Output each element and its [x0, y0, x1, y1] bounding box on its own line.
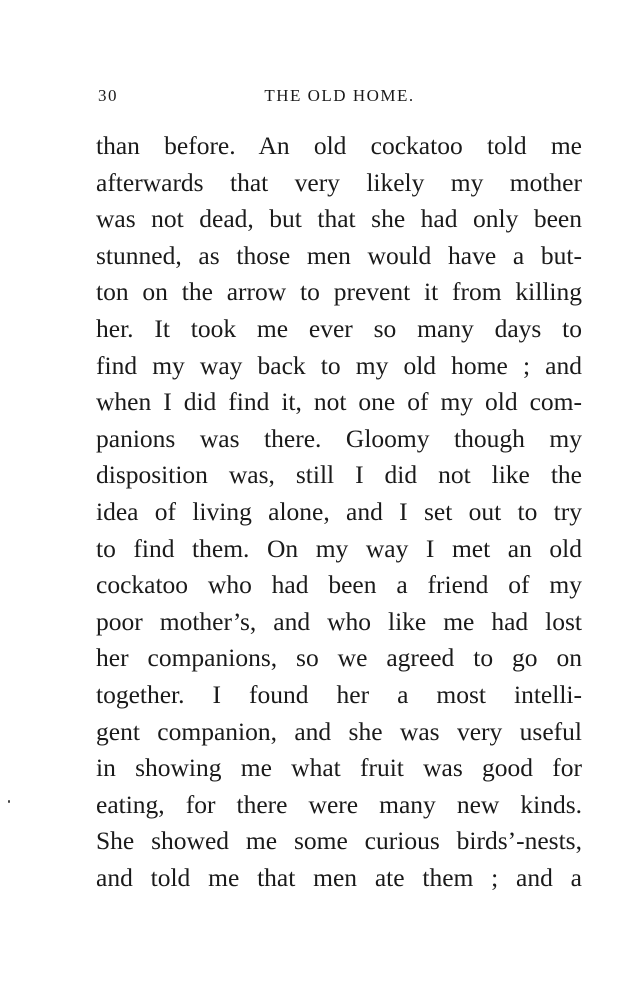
- text-line: disposition was, still I did not like the: [96, 460, 582, 490]
- text-line: gent companion, and she was very useful: [96, 716, 582, 746]
- text-line: ton on the arrow to prevent it from killing: [96, 277, 582, 307]
- text-line: stunned, as those men would have a but-: [96, 240, 582, 270]
- text-line: eating, for there were many new kinds.: [96, 789, 582, 819]
- text-line: panions was there. Gloomy though my: [96, 423, 582, 453]
- page-header: [98, 86, 581, 110]
- text-line: poor mother’s, and who like me had lost: [96, 606, 582, 636]
- text-line: when I did find it, not one of my old com-: [96, 387, 582, 417]
- text-line: her companions, so we agreed to go on: [96, 643, 582, 673]
- text-line: afterwards that very likely my mother: [96, 167, 582, 197]
- text-line: than before. An old cockatoo told me: [96, 131, 582, 160]
- text-line: cockatoo who had been a friend of my: [96, 570, 582, 600]
- text-line: to find them. On my way I met an old: [96, 533, 582, 563]
- text-line: was not dead, but that she had only been: [96, 204, 582, 234]
- page-number: 30: [98, 86, 118, 105]
- text-line: idea of living alone, and I set out to try: [96, 496, 582, 526]
- text-line: her. It took me ever so many days to: [96, 313, 582, 343]
- text-line: in showing me what fruit was good for: [96, 753, 582, 783]
- text-line: She showed me some curious birds’-nests,: [96, 826, 582, 856]
- paper-speck: [8, 800, 10, 803]
- text-line: and told me that men ate them ; and a: [96, 862, 582, 892]
- body-text: [96, 128, 582, 896]
- text-line: together. I found her a most intelli-: [96, 679, 582, 709]
- running-head: THE OLD HOME.: [264, 86, 415, 105]
- text-line: find my way back to my old home ; and: [96, 350, 582, 380]
